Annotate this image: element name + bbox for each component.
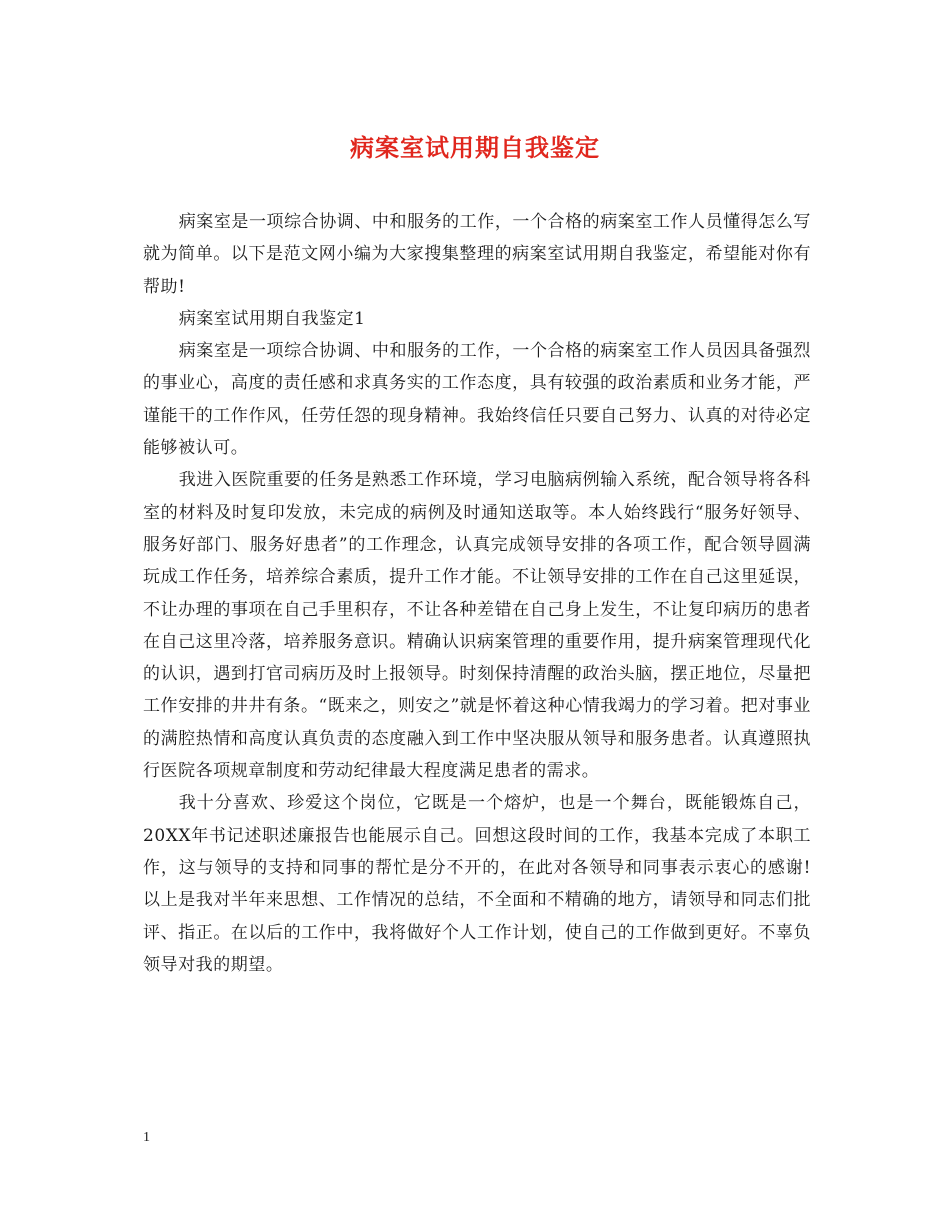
paragraph-1: 病案室是一项综合协调、中和服务的工作，一个合格的病案室工作人员因具备强烈的事业心，高度的责任感和求真务实的工作态度，具有较强的政治素质和业务才能，严谨能干的工作作风，任劳任怨的现身精神。我始终信任只要自己努力、认真的对待必定能够被认可。 [143,341,811,459]
page-number: 1 [143,1130,150,1145]
paragraph-2: 我进入医院重要的任务是熟悉工作环境，学习电脑病例输入系统，配合领导将各科室的材料及时复印发放，未完成的病例及时通知送取等。本人始终践行“服务好领导、服务好部门、服务好患者”的工作理念，认真完成领导安排的各项工作，配合领导圆满玩成工作任务，培养综合素质，提升工作才能。不让领导安排的工作在自己这里延误，不让办理的事项在自己手里积存，不让各种差错在自己身上发生，不让复印病历的患者在自己这里冷落，培养服务意识。精确认识病案管理的重要作用，提升病案管理现代化的认识，遇到打官司病历及时上报领导。时刻保持清醒的政治头脑，摆正地位，尽量把工作安排的井井有条。“既来之，则安之”就是怀着这种心情我竭力的学习着。把对事业的满腔热情和高度认真负责的态度融入到工作中坚决服从领导和服务患者。认真遵照执行医院各项规章制度和劳动纪律最大程度满足患者的需求。 [143,470,811,782]
paragraph-3: 我十分喜欢、珍爱这个岗位，它既是一个熔炉，也是一个舞台，既能锻炼自己，20XX年书记述职述廉报告也能展示自己。回想这段时间的工作，我基本完成了本职工作，这与领导的支持和同事的帮忙是分不开的，在此对各领导和同事表示衷心的感谢!以上是我对半年来思想、工作情况的总结，不全面和不精确的地方，请领导和同志们批评、指正。在以后的工作中，我将做好个人工作计划，使自己的工作做到更好。不辜负领导对我的期望。 [143,793,811,975]
paragraph-intro: 病案室是一项综合协调、中和服务的工作，一个合格的病案室工作人员懂得怎么写就为简单。以下是范文网小编为大家搜集整理的病案室试用期自我鉴定，希望能对你有帮助! [143,212,811,297]
section-heading: 病案室试用期自我鉴定1 [178,308,366,329]
document-title: 病案室试用期自我鉴定 [350,133,600,162]
document-body [143,206,811,981]
